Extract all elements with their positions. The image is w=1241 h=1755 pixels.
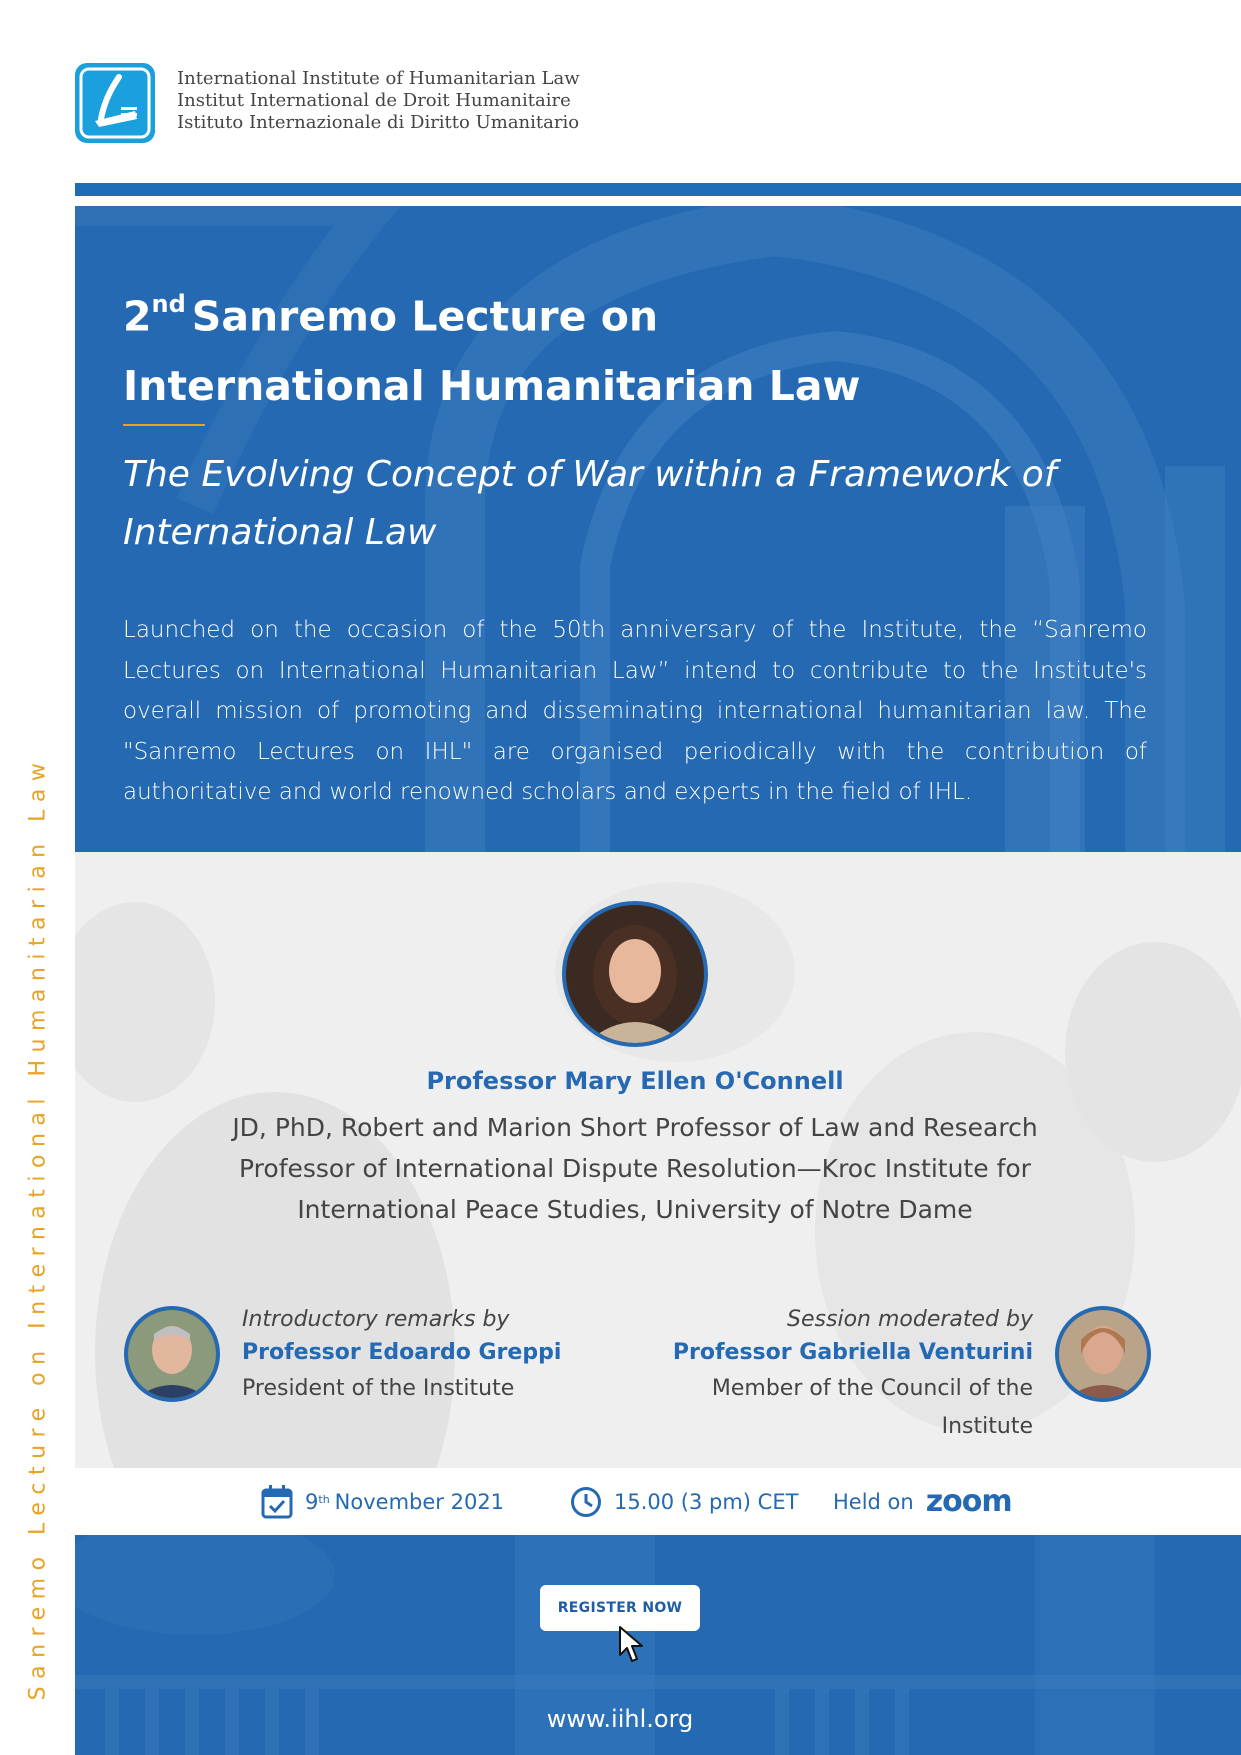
title-underline [123,424,205,426]
lecture-subtitle [123,446,1123,562]
time-value: 15.00 (3 pm) CET [614,1489,799,1514]
speakers-section [75,852,1241,1468]
event-platform [833,1468,1012,1535]
event-info-bar [75,1468,1241,1535]
hero-section [75,206,1241,852]
date-ordinal: th [318,1493,330,1506]
event-date [261,1468,504,1535]
title-ordinal: nd [151,290,186,318]
website-link[interactable]: www.iihl.org [546,1705,694,1733]
iihl-logo-icon [75,63,155,143]
credentials-line3: International Peace Studies, University of Notre Dame [297,1195,973,1224]
title-line1: Sanremo Lecture on [191,292,659,341]
mouse-pointer-icon [618,1625,644,1665]
moderator-name: Professor Gabriella Venturini [672,1340,1033,1365]
clock-icon [570,1486,602,1518]
moderator-block [635,1304,1033,1446]
subtitle-line2: International Law [123,512,437,553]
introductory-label: Introductory remarks by [242,1307,510,1332]
date-day: 9 [305,1489,319,1514]
introductory-remarks-block [242,1304,642,1408]
moderator-title: Member of the Council of the Institute [711,1376,1033,1439]
title-number: 2 [123,292,152,341]
header-divider-bar [75,183,1241,196]
introductory-title: President of the Institute [242,1376,515,1401]
subtitle-line1: The Evolving Concept of War within a Framework of [123,454,1057,495]
institute-name-it: Istituto Internazionale di Diritto Umanitario [177,112,580,133]
main-speaker-name: Professor Mary Ellen O'Connell [426,1067,844,1095]
event-time [570,1468,798,1535]
moderator-label: Session moderated by [787,1307,1033,1332]
institute-name-en: International Institute of Humanitarian Law [177,68,580,89]
credentials-line1: JD, PhD, Robert and Marion Short Professor of Law and Research [232,1113,1038,1142]
lecture-description: Launched on the occasion of the 50th anniversary of the Institute, the “Sanremo Lectures on International Humanitarian Law” intend to contribute to the Institute's overall mission of promoting and disseminating international humanitarian law. The "Sanremo Lectures on IHL" are organised periodically with the contribution of authoritative and world renowned scholars and experts in the field of IHL. [123,617,1147,805]
institute-name-fr: Institut International de Droit Humanitaire [177,90,571,111]
zoom-logo: zoom [925,1484,1012,1519]
title-line2: International Humanitarian Law [123,361,861,410]
moderator-avatar [1055,1306,1151,1402]
introductory-speaker-avatar [124,1306,220,1402]
lecture-title [123,274,860,421]
side-label: Sanremo Lecture on International Humanitarian Law [25,755,51,1701]
introductory-name: Professor Edoardo Greppi [242,1340,562,1365]
calendar-check-icon [261,1485,293,1519]
institute-names [177,68,580,134]
date-rest: November 2021 [334,1489,505,1514]
main-speaker-avatar [562,901,708,1047]
register-now-button[interactable]: REGISTER NOW [540,1585,700,1631]
footer-section [75,1535,1241,1755]
main-speaker-credentials [185,1107,1085,1230]
credentials-line2: Professor of International Dispute Resolution—Kroc Institute for [239,1154,1031,1183]
platform-label: Held on [833,1489,914,1514]
